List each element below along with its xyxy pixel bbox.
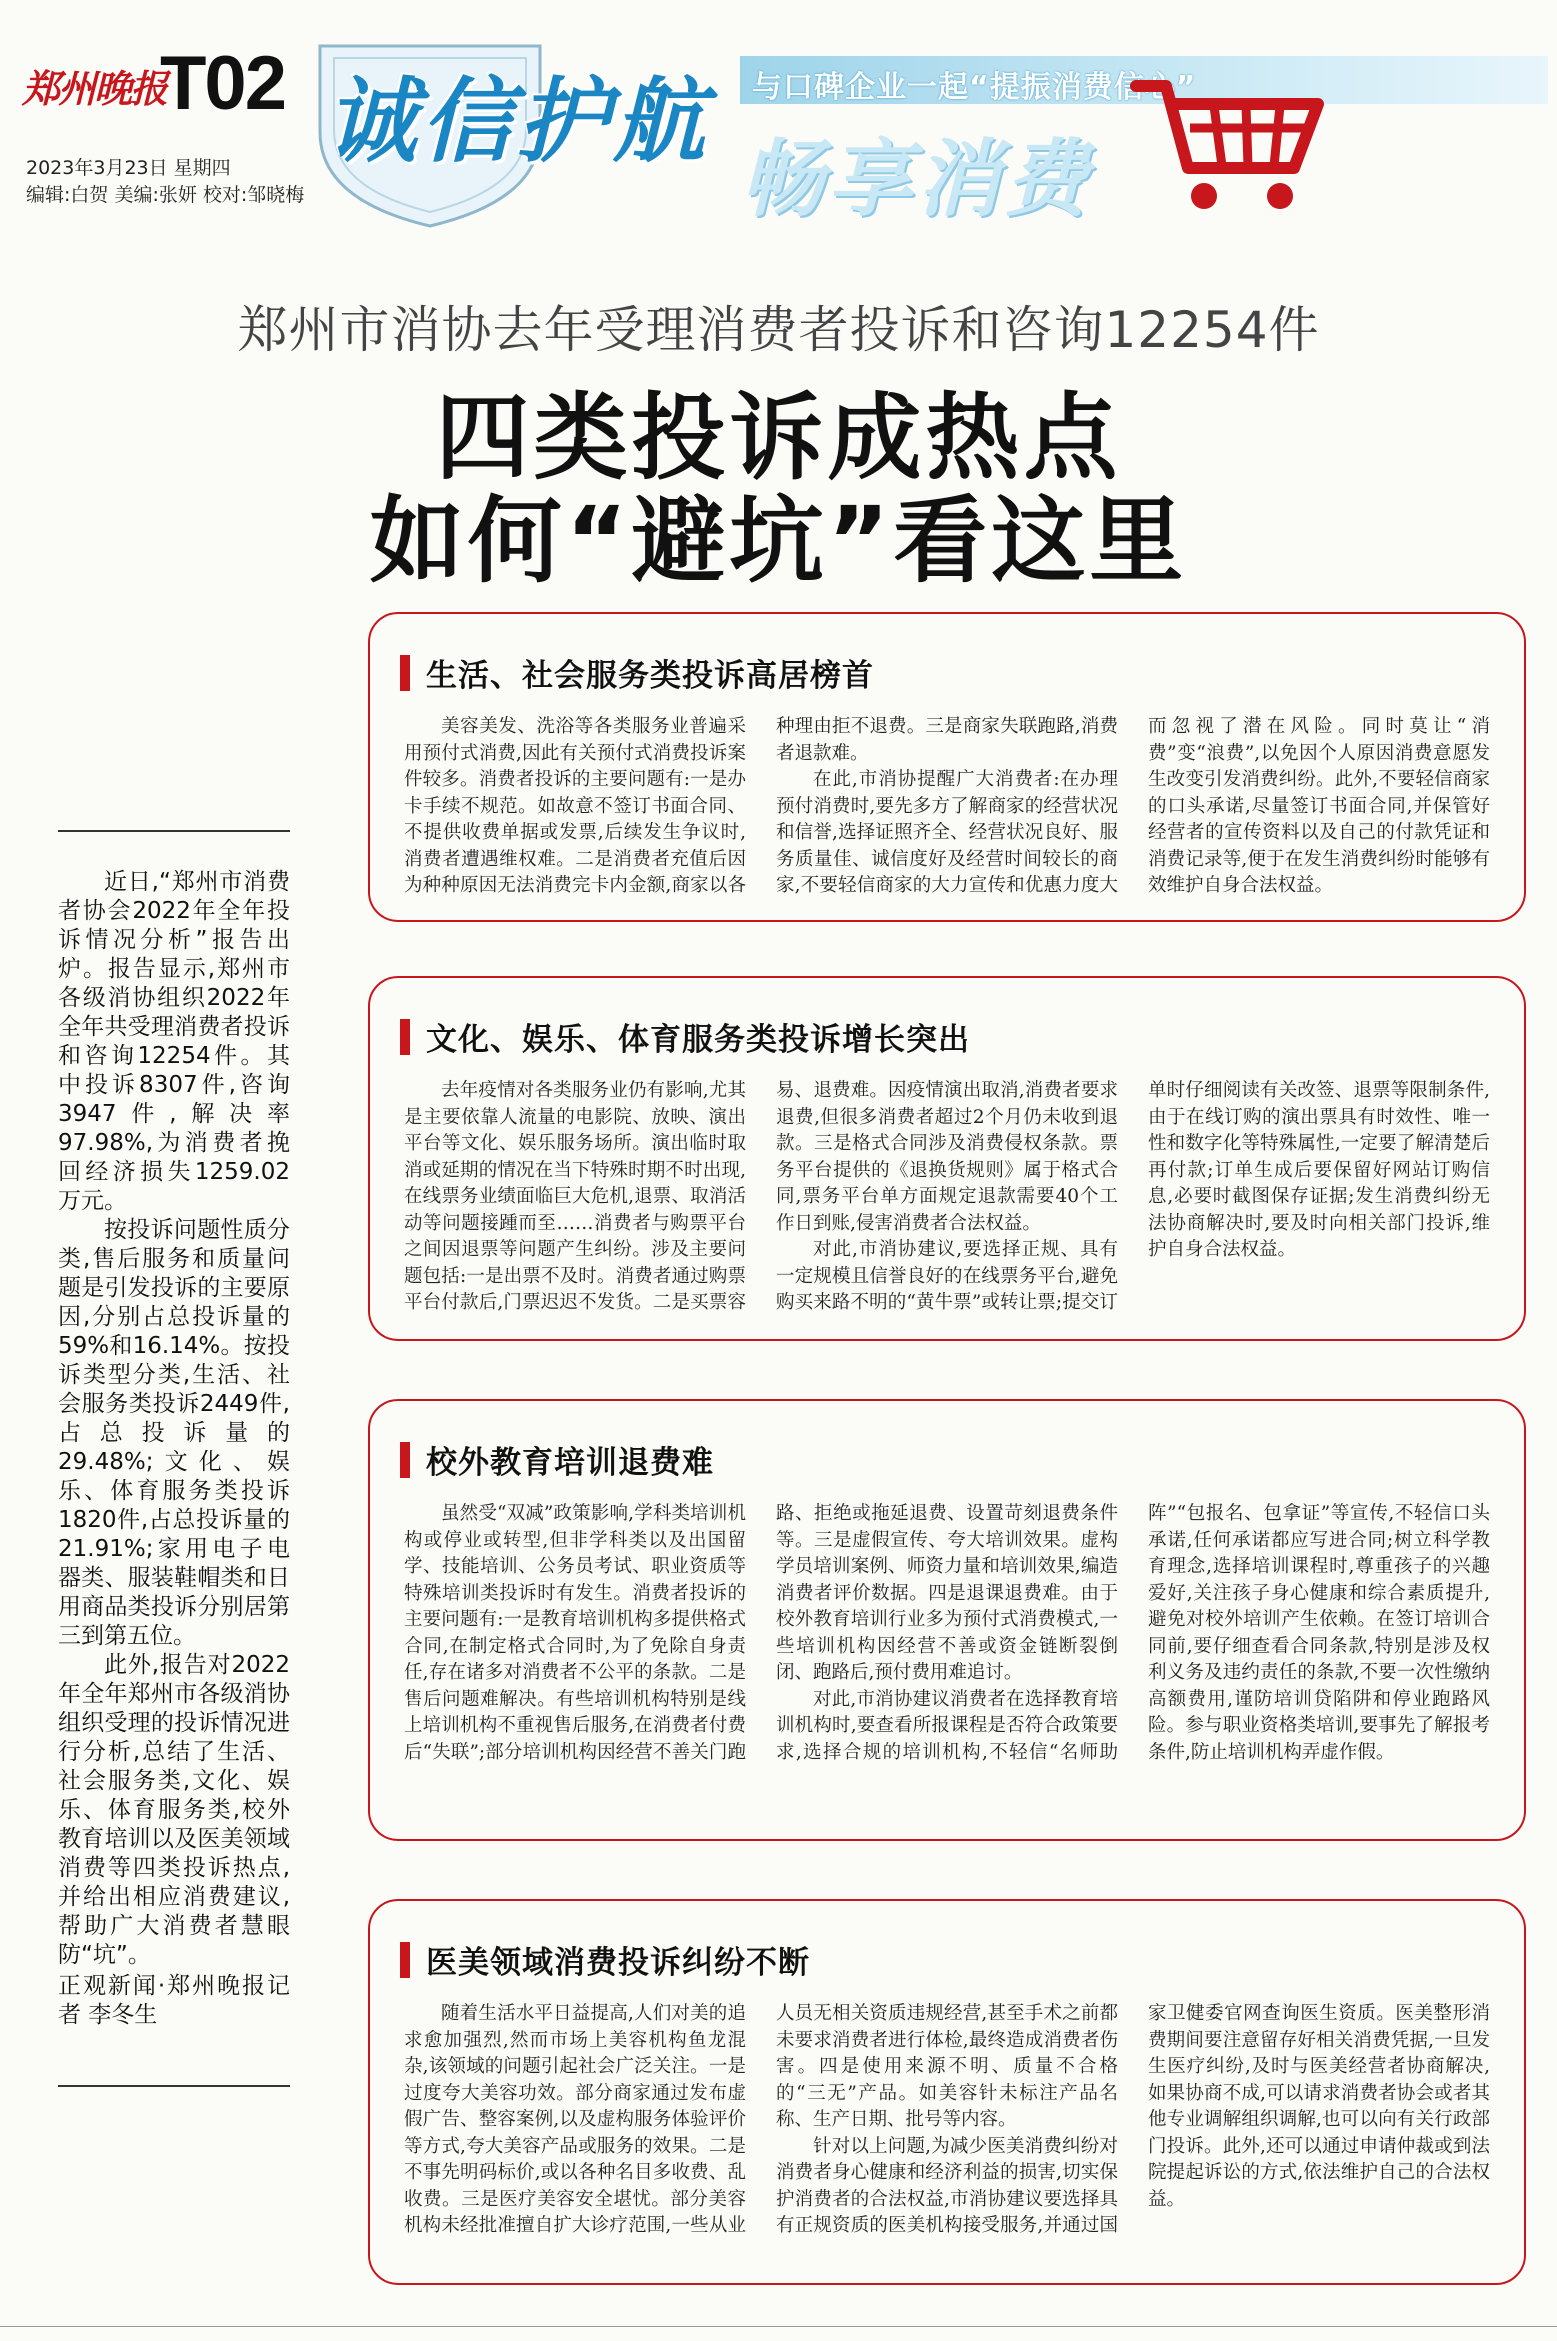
section-body (404, 714, 1490, 900)
heading-bar (400, 1942, 410, 1978)
article-headline-line2: 如何“避坑”看这里 (369, 487, 1188, 596)
section-paragraph: 针对以上问题,为减少医美消费纠纷对消费者身心健康和经济利益的损害,切实保护消费者的合法权益,市消协建议要选择具有正规资质的医美机构接受服务,并通过国家卫健委官网查询医生资质。医美整形消费期间要注意留存好相关消费凭据,一旦发生医疗纠纷,及时与医美经营者协商解决,如果协商不成,可以请求消费者协会或者其他专业调解组织调解,也可以向有关行政部门投诉。此外,还可以通过申请仲裁或到法院提起诉讼的方式,依法维护自己的合法权益。 (776, 2003, 1490, 2236)
issue-date: 2023年3月23日 星期四 (26, 157, 231, 179)
sidebar-bottom-rule (58, 2085, 290, 2087)
section-heading (400, 1937, 810, 1982)
section-box-medical-aesthetics (368, 1899, 1526, 2285)
section-heading (400, 1014, 970, 1059)
section-title: 医美领域消费投诉纠纷不断 (426, 1945, 810, 1981)
section-body (404, 1078, 1490, 1317)
section-title: 文化、娱乐、体育服务类投诉增长突出 (426, 1022, 970, 1058)
newspaper-logo: 郑州晚报 (22, 66, 167, 111)
sidebar-lead (58, 868, 290, 2030)
section-paragraph: 随着生活水平日益提高,人们对美的追求愈加强烈,然而市场上美容机构鱼龙混杂,该领域的问题引起社会广泛关注。一是过度夸大美容功效。部分商家通过发布虚假广告、整容案例,以及虚构服务体验评价等方式,夸大美容产品或服务的效果。二是不事先明码标价,或以各种名目多收费、乱收费。三是医疗美容安全堪忧。部分美容机构未经批准擅自扩大诊疗范围,一些从业人员无相关资质违规经营,甚至手术之前都未要求消费者进行体检,最终造成消费者伤害。四是使用来源不明、质量不合格的“三无”产品。如美容针未标注产品名称、生产日期、批号等内容。 (404, 2003, 1118, 2236)
section-box-culture-entertainment (368, 976, 1526, 1341)
section-paragraph: 在此,市消协提醒广大消费者:在办理预付消费时,要先多方了解商家的经营状况和信誉,选择证照齐全、经营状况良好、服务质量佳、诚信度好及经营时间较长的商家,不要轻信商家的大力宣传和优惠力度大而忽视了潜在风险。同时莫让“消费”变“浪费”,以免因个人原因消费意愿发生改变引发消费纠纷。此外,不要轻信商家的口头承诺,尽量签订书面合同,并保管好经营者的宣传资料以及自己的付款凭证和消费记录等,便于在发生消费纠纷时能够有效维护自身合法权益。 (776, 716, 1490, 896)
section-paragraph: 虽然受“双减”政策影响,学科类培训机构或停业或转型,但非学科类以及出国留学、技能培训、公务员考试、职业资质等特殊培训类投诉时有发生。消费者投诉的主要问题有:一是教育培训机构多提供格式合同,在制定格式合同时,为了免除自身责任,存在诸多对消费者不公平的条款。二是售后问题难解决。有些培训机构特别是线上培训机构不重视售后服务,在消费者付费后“失联”;部分培训机构因经营不善关门跑路、拒绝或拖延退费、设置苛刻退费条件等。三是虚假宣传、夸大培训效果。虚构学员培训案例、师资力量和培训效果,编造消费者评价数据。四是退课退费难。由于校外教育培训行业多为预付式消费模式,一些培训机构因经营不善或资金链断裂倒闭、跑路后,预付费用难追讨。 (404, 1503, 1118, 1763)
section-body (404, 1501, 1490, 1766)
section-heading (400, 650, 874, 695)
section-box-life-services (368, 612, 1526, 922)
section-box-education-training (368, 1399, 1526, 1841)
article-headline-line1: 四类投诉成热点 (435, 384, 1122, 493)
sidebar-paragraph: 此外,报告对2022年全年郑州市各级消协组织受理的投诉情况进行分析,总结了生活、社会服务类,文化、娱乐、体育服务类,校外教育培训以及医美领域消费等四类投诉热点,并给出相应消费建议,帮助广大消费者慧眼防“坑”。 (58, 1652, 290, 1968)
byline: 正观新闻·郑州晚报记者 李冬生 (58, 1973, 290, 2028)
heading-bar (400, 655, 410, 691)
shopping-cart-icon (1130, 68, 1330, 218)
sidebar-paragraph: 按投诉问题性质分类,售后服务和质量问题是引发投诉的主要原因,分别占总投诉量的59%和16.14%。按投诉类型分类,生活、社会服务类投诉2449件,占总投诉量的29.48%;文化、娱乐、体育服务类投诉1820件,占总投诉量的21.91%;家用电子电器类、服装鞋帽类和日用商品类投诉分别居第三到第五位。 (58, 1217, 290, 1649)
article-kicker: 郑州市消协去年受理消费者投诉和咨询12254件 (237, 301, 1320, 359)
banner-title: 诚信护航 (325, 68, 710, 175)
section-title: 校外教育培训退费难 (426, 1445, 714, 1481)
heading-bar (400, 1442, 410, 1478)
section-paragraph: 对此,市消协建议消费者在选择教育培训机构时,要查看所报课程是否符合政策要求,选择合规的培训机构,不轻信“名师助阵”“包报名、包拿证”等宣传,不轻信口头承诺,任何承诺都应写进合同;树立科学教育理念,选择培训课程时,尊重孩子的兴趣爱好,关注孩子身心健康和综合素质提升,避免对校外培训产生依赖。在签订培训合同前,要仔细查看合同条款,特别是涉及权利义务及违约责任的条款,不要一次性缴纳高额费用,谨防培训贷陷阱和停业跑路风险。参与职业资格类培训,要事先了解报考条件,防止培训机构弄虚作假。 (776, 1503, 1490, 1763)
banner-subtitle: 畅享消费 (740, 130, 1093, 228)
page-number: T02 (160, 41, 285, 126)
section-paragraph: 美容美发、洗浴等各类服务业普遍采用预付式消费,因此有关预付式消费投诉案件较多。消费者投诉的主要问题有:一是办卡手续不规范。如故意不签订书面合同、不提供收费单据或发票,后续发生争议时,消费者遭遇维权难。二是消费者充值后因为种种原因无法消费完卡内金额,商家以各种理由拒不退费。三是商家失联跑路,消费者退款难。 (404, 716, 1118, 896)
section-heading (400, 1437, 714, 1482)
sidebar-top-rule (58, 830, 290, 832)
section-paragraph: 去年疫情对各类服务业仍有影响,尤其是主要依靠人流量的电影院、放映、演出平台等文化、娱乐服务场所。演出临时取消或延期的情况在当下特殊时期不时出现,在线票务业绩面临巨大危机,退票、取消活动等问题接踵而至……消费者与购票平台之间因退票等问题产生纠纷。涉及主要问题包括:一是出票不及时。消费者通过购票平台付款后,门票迟迟不发货。二是买票容易、退费难。因疫情演出取消,消费者要求退费,但很多消费者超过2个月仍未收到退款。三是格式合同涉及消费侵权条款。票务平台提供的《退换货规则》属于格式合同,票务平台单方面规定退款需要40个工作日到账,侵害消费者合法权益。 (404, 1080, 1118, 1313)
editor-credits: 编辑:白贺 美编:张妍 校对:邹晓梅 (26, 184, 305, 206)
heading-bar (400, 1019, 410, 1055)
page-bottom-rule (0, 2326, 1557, 2327)
section-body (404, 2001, 1490, 2240)
section-paragraph: 对此,市消协建议,要选择正规、具有一定规模且信誉良好的在线票务平台,避免购买来路不明的“黄牛票”或转让票;提交订单时仔细阅读有关改签、退票等限制条件,由于在线订购的演出票具有时效性、唯一性和数字化等特殊属性,一定要了解清楚后再付款;订单生成后要保留好网站订购信息,必要时截图保存证据;发生消费纠纷无法协商解决时,要及时向相关部门投诉,维护自身合法权益。 (776, 1080, 1490, 1313)
banner-tagline: 与口碑企业一起“提振消费信心” (752, 70, 1197, 105)
sidebar-paragraph: 近日,“郑州市消费者协会2022年全年投诉情况分析”报告出炉。报告显示,郑州市各级消协组织2022年全年共受理消费者投诉和咨询12254件。其中投诉8307件,咨询3947件,解决率97.98%,为消费者挽回经济损失1259.02万元。 (58, 869, 290, 1214)
section-title: 生活、社会服务类投诉高居榜首 (426, 658, 874, 694)
